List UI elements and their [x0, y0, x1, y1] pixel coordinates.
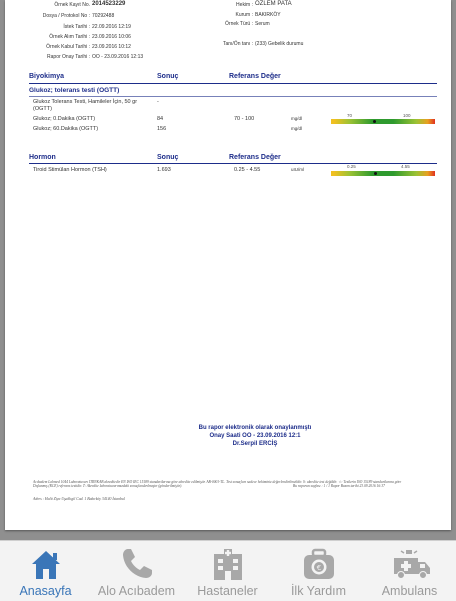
test-result: -	[157, 99, 159, 105]
tab-label: İlk Yardım	[290, 584, 347, 598]
request-date-value: 22.09.2016 12:19	[92, 24, 131, 30]
test-result: 156	[157, 126, 167, 132]
tab-call[interactable]	[91, 541, 182, 601]
tab-first-aid[interactable]	[273, 541, 364, 601]
section-divider	[29, 83, 437, 84]
sample-no-label: Örnek Kayıt No.	[54, 2, 90, 8]
section-divider	[29, 163, 437, 164]
phone-icon	[119, 546, 155, 582]
test-result: 84	[157, 116, 164, 122]
tab-hospitals[interactable]	[182, 541, 273, 601]
collection-date-label: Örnek Alım Tarihi :	[49, 34, 90, 40]
diagnosis-value: (233) Gebelik durumu	[255, 41, 304, 47]
request-date-label: İstek Tarihi :	[63, 24, 90, 30]
collection-date-value: 23.09.2016 10:06	[92, 34, 131, 40]
sample-no-value: 2014523229	[92, 1, 126, 7]
range-high-label: 100	[403, 113, 411, 118]
result-marker	[373, 120, 376, 123]
tab-home[interactable]	[0, 541, 91, 601]
section-title: Biyokimya	[29, 73, 65, 80]
institution-value: BAKIRKÖY	[255, 12, 281, 18]
ambulance-icon	[392, 546, 432, 582]
approval-line: Bu rapor elektronik olarak onaylanmıştı	[198, 425, 312, 431]
sample-type-label: Örnek Türü :	[225, 21, 253, 27]
test-unit: mg/dl	[291, 126, 303, 131]
institution-label: Kurum :	[235, 12, 253, 18]
tab-label: Anasayfa	[19, 584, 72, 598]
biochemistry-header	[29, 73, 437, 83]
test-reference: 0.25 - 4.55	[234, 167, 261, 173]
test-result: 1.693	[157, 167, 171, 173]
home-icon	[28, 546, 64, 582]
tab-ambulance[interactable]	[364, 541, 455, 601]
reference-range-bar	[331, 119, 435, 124]
reference-column-header: Referans Değer	[229, 73, 281, 80]
accreditation-text: Dışlanmış (RCE) referans testidir. T: Akredite laboratuvarımızdaki sonuçlandırılmıştır (gönderilmiştir).	[33, 484, 183, 489]
ogtt-subheading: Glukoz; tolerans testi (OGTT)	[29, 87, 120, 94]
tab-label: Ambulans	[381, 584, 438, 598]
acceptance-date-label: Örnek Kabul Tarihi :	[46, 44, 90, 50]
page-info: Bu raporun sayfası : 1 / 1 Rapor Basım tarihi 23.09.2016 16:37	[293, 484, 385, 489]
subheading-divider	[29, 96, 437, 97]
tab-label: Hastaneler	[197, 584, 258, 598]
accreditation-line-2	[33, 484, 433, 488]
range-low-label: 0.25	[347, 164, 356, 169]
result-column-header: Sonuç	[157, 73, 179, 80]
accreditation-line-1: Acıbadem Labmed 1044 Laboratuvarı ITRNKAB akreditedir EN ISO IEC 15189 standartlarına göre akredite edilmiştir. AB-0001-TL. Test sonuçları sadece hekiminiz değerlendirilmelidir. S: akredite test değildir. ☆: Testlerin ISO 15189 standartlarına göre	[33, 480, 402, 484]
approval-time: Onay Saati OO - 23.09.2016 12:1	[209, 433, 301, 439]
protocol-no-value: 70292488	[92, 13, 115, 19]
protocol-no-label: Dosya / Protokol No :	[42, 13, 90, 19]
reference-range-bar	[331, 171, 435, 176]
doctor-label: Hekim :	[236, 2, 253, 8]
test-reference: 70 - 100	[234, 116, 255, 122]
lab-report-page	[5, 0, 451, 530]
tab-label: Alo Acıbadem	[97, 584, 176, 598]
approving-doctor: Dr.Serpil ERCİŞ	[232, 441, 278, 447]
test-name: Glukoz Tolerans Testi, Hamileler İçin, 50 gr (OGTT)	[33, 99, 138, 112]
test-name: Glukoz; 60.Dakika (OGTT)	[33, 126, 99, 132]
bottom-tab-bar	[0, 540, 456, 601]
result-column-header: Sonuç	[157, 154, 179, 161]
test-unit: uIU/ml	[291, 167, 305, 172]
approval-date-label: Rapor Onay Tarihi :	[47, 54, 90, 60]
test-name: Tiroid Stimülan Hormon (TSH)	[33, 167, 107, 173]
approval-date-value: OO - 23.09.2016 12:13	[92, 54, 144, 60]
acceptance-date-value: 23.09.2016 10:12	[92, 44, 131, 50]
svg-text:€: €	[316, 564, 322, 572]
range-low-label: 70	[347, 113, 353, 118]
test-unit: mg/dl	[291, 116, 303, 121]
table-row	[29, 99, 437, 115]
lab-address: Adres : Halit Ziya Uşaklıgil Cad. 1 Bakırköy 34140 İstanbul	[33, 497, 125, 501]
range-high-label: 4.55	[401, 164, 410, 169]
accreditation-note	[33, 480, 433, 489]
test-name: Glukoz; 0.Dakika (OGTT)	[33, 116, 96, 122]
hospital-icon	[210, 546, 246, 582]
result-marker	[374, 172, 377, 175]
reference-column-header: Referans Değer	[229, 154, 281, 161]
sample-type-value: Serum	[255, 21, 270, 27]
diagnosis-label: Tanı/Ön tanı :	[222, 41, 253, 47]
section-title: Hormon	[29, 154, 56, 161]
doctor-value: ÖZLEM PATA	[255, 1, 292, 7]
electronic-approval-note	[155, 424, 355, 448]
first-aid-icon	[301, 546, 337, 582]
